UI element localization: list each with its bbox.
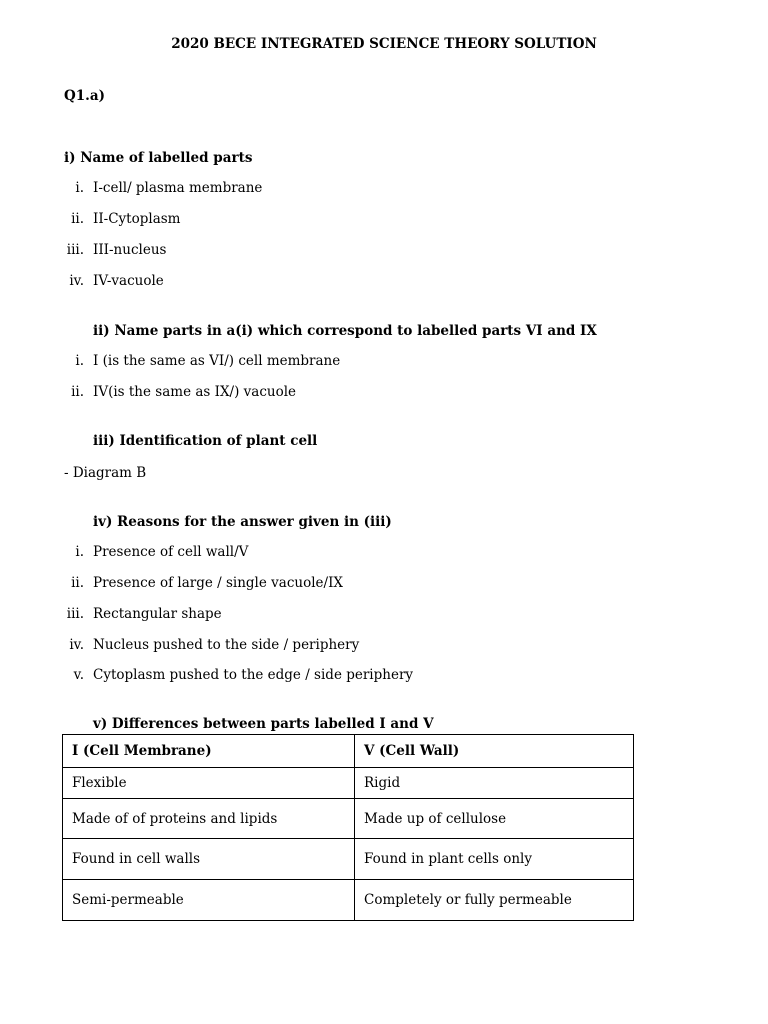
list-item: IV(is the same as IX/) vacuole (93, 384, 297, 400)
list-item: IV-vacuole (93, 273, 164, 289)
list-number: v. (73, 667, 84, 683)
list-number: ii. (71, 211, 84, 227)
section-ii-heading: ii) Name parts in a(i) which correspond to labelled parts VI and IX (93, 323, 597, 339)
table-cell: Semi-permeable (63, 880, 355, 921)
list-item: Presence of large / single vacuole/IX (93, 575, 344, 591)
list-number: ii. (71, 384, 84, 400)
table-row (63, 880, 634, 921)
page-title: 2020 BECE INTEGRATED SCIENCE THEORY SOLUTION (171, 36, 597, 52)
section-iii-heading: iii) Identification of plant cell (93, 433, 318, 449)
table-cell: Found in plant cells only (355, 839, 634, 880)
table-cell: Found in cell walls (63, 839, 355, 880)
table-cell: Flexible (63, 768, 355, 799)
table-cell: Rigid (355, 768, 634, 799)
table-row (63, 799, 634, 839)
table-cell: Made up of cellulose (355, 799, 634, 839)
list-item: Nucleus pushed to the side / periphery (93, 637, 360, 653)
list-item: II-Cytoplasm (93, 211, 181, 227)
list-number: iv. (69, 273, 84, 289)
differences-table (62, 734, 634, 921)
list-item: Presence of cell wall/V (93, 544, 249, 560)
list-number: ii. (71, 575, 84, 591)
list-number: iv. (69, 637, 84, 653)
table-header-cell: I (Cell Membrane) (63, 735, 355, 768)
list-number: i. (75, 544, 84, 560)
section-i-heading: i) Name of labelled parts (64, 150, 253, 166)
table-header-row (63, 735, 634, 768)
list-item: Cytoplasm pushed to the edge / side periphery (93, 667, 414, 683)
section-v-heading: v) Differences between parts labelled I and V (93, 716, 434, 732)
list-item: I (is the same as VI/) cell membrane (93, 353, 341, 369)
list-item: I-cell/ plasma membrane (93, 180, 263, 196)
list-item: Rectangular shape (93, 606, 222, 622)
table-row (63, 839, 634, 880)
list-item: III-nucleus (93, 242, 167, 258)
question-label: Q1.a) (64, 88, 105, 104)
list-number: iii. (66, 606, 84, 622)
list-number: iii. (66, 242, 84, 258)
table-cell: Made of of proteins and lipids (63, 799, 355, 839)
table-header-cell: V (Cell Wall) (355, 735, 634, 768)
section-iv-heading: iv) Reasons for the answer given in (iii) (93, 514, 392, 530)
list-number: i. (75, 180, 84, 196)
section-iii-answer: - Diagram B (64, 465, 147, 481)
table-row (63, 768, 634, 799)
table-cell: Completely or fully permeable (355, 880, 634, 921)
list-number: i. (75, 353, 84, 369)
